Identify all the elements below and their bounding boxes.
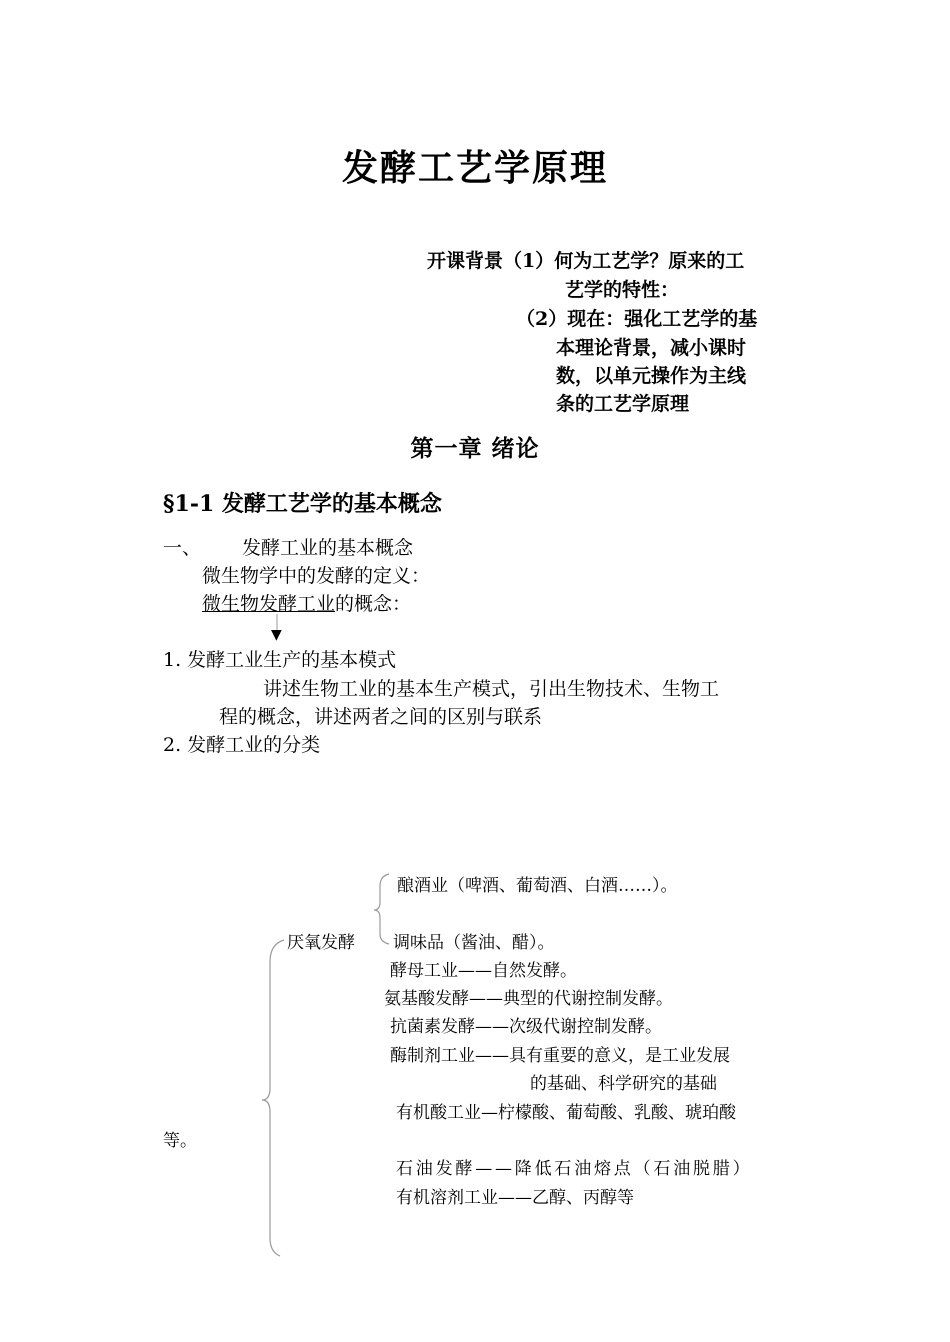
item2-heading: 2. 发酵工业的分类: [163, 734, 321, 756]
item1-description-1: 讲述生物工业的基本生产模式，引出生物技术、生物工: [263, 678, 720, 700]
concept-suffix: 的概念：: [335, 593, 412, 615]
fermentation-definition-line: 微生物学中的发酵的定义：: [202, 565, 431, 587]
background-line-3: （2）现在：强化工艺学的基: [516, 308, 758, 330]
item1-description-2: 程的概念，讲述两者之间的区别与联系: [219, 706, 543, 728]
classification-petroleum: 石油发酵——降低石油熔点（石油脱腊）: [396, 1159, 753, 1179]
background-line-2: 艺学的特性：: [565, 279, 680, 301]
anaerobic-brace: [374, 874, 389, 944]
anaerobic-item-condiments: 调味品（酱油、醋）。: [393, 933, 555, 953]
underlined-term: 微生物发酵工业: [202, 593, 336, 615]
document-title: 发酵工艺学原理: [341, 147, 608, 189]
classification-organic-solvent: 有机溶剂工业——乙醇、丙醇等: [396, 1188, 634, 1208]
anaerobic-label: 厌氧发酵: [287, 933, 355, 953]
anaerobic-item-brewing: 酿酒业（啤酒、葡萄酒、白酒……）。: [397, 876, 678, 896]
classification-organic-acid: 有机酸工业—柠檬酸、葡萄酸、乳酸、琥珀酸: [396, 1103, 736, 1123]
chapter-heading: 第一章 绪论: [410, 435, 540, 462]
classification-amino-acid: 氨基酸发酵——典型的代谢控制发酵。: [384, 989, 673, 1009]
main-brace: [262, 940, 284, 1256]
background-line-4: 本理论背景，减小课时: [556, 337, 747, 359]
organic-acid-wrap: 等。: [163, 1131, 197, 1151]
part1-marker: 一、: [163, 537, 202, 559]
classification-enzyme-cont: 的基础、科学研究的基础: [530, 1074, 717, 1094]
background-line-6: 条的工艺学原理: [556, 393, 690, 415]
background-line-5: 数，以单元操作为主线: [556, 365, 747, 387]
classification-enzyme: 酶制剂工业——具有重要的意义，是工业发展: [390, 1046, 730, 1066]
classification-yeast: 酵母工业——自然发酵。: [390, 961, 577, 981]
arrow-down-icon: ▼: [271, 627, 282, 643]
section-heading: §1-1 发酵工艺学的基本概念: [163, 491, 442, 517]
classification-antibiotic: 抗菌素发酵——次级代谢控制发酵。: [390, 1017, 662, 1037]
item1-heading: 1. 发酵工业生产的基本模式: [163, 649, 397, 671]
part1-heading: 发酵工业的基本概念: [242, 537, 414, 559]
background-line-1: 开课背景（1）何为工艺学？原来的工: [427, 250, 745, 272]
